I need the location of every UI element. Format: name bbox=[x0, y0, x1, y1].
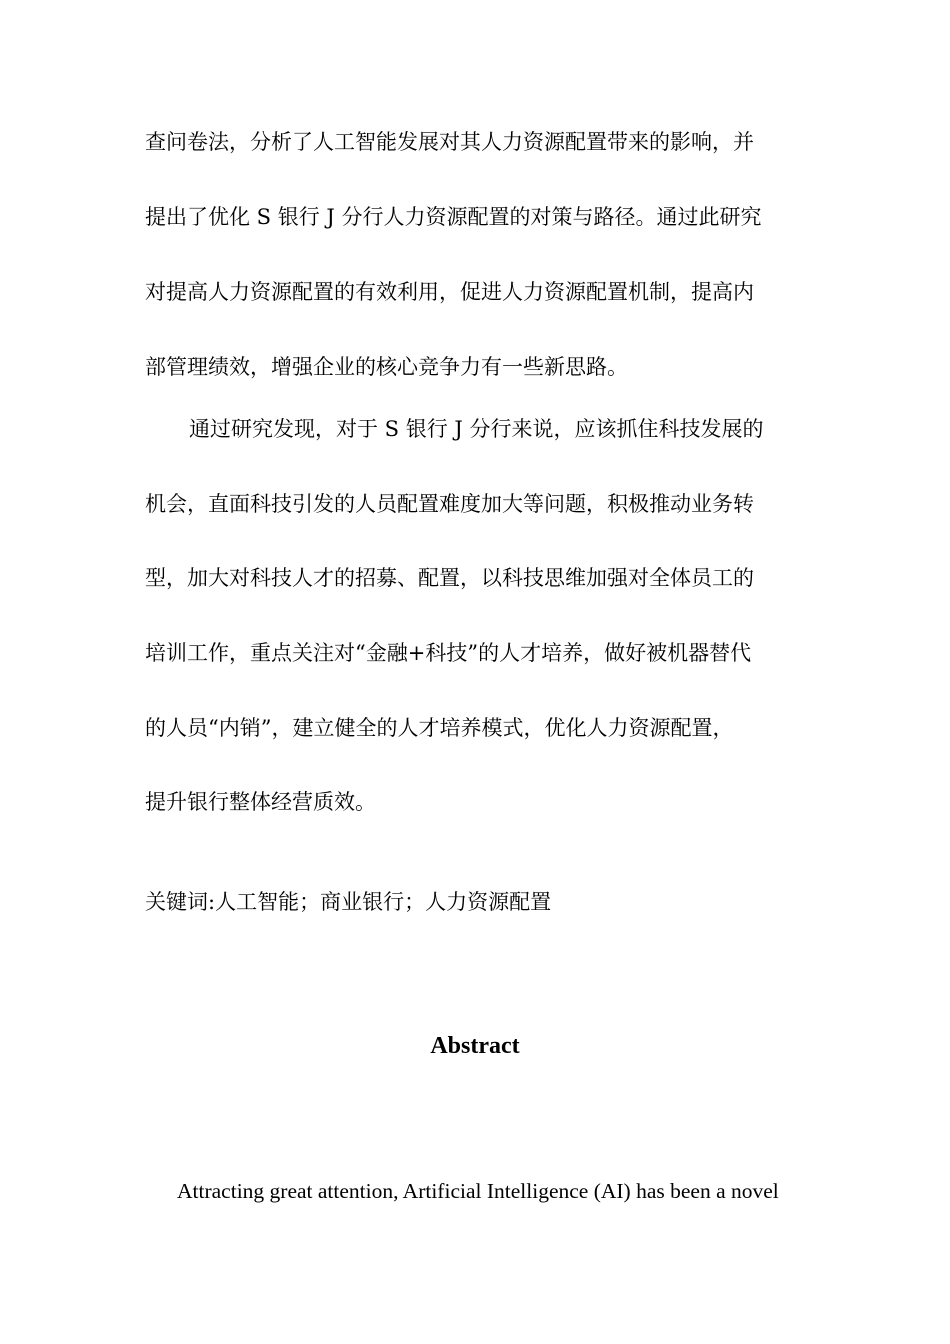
keywords-separator: : bbox=[208, 890, 216, 914]
paragraph-line: 提升银行整体经营质效。 bbox=[145, 790, 376, 814]
keywords-label: 关键词 bbox=[145, 890, 208, 914]
paragraph-line: 的人员“内销”，建立健全的人才培养模式，优化人力资源配置， bbox=[145, 716, 734, 740]
paragraph-line: 对提高人力资源配置的有效利用，促进人力资源配置机制，提高内 bbox=[145, 280, 754, 304]
paragraph-line: 机会，直面科技引发的人员配置难度加大等问题，积极推动业务转 bbox=[145, 492, 754, 516]
paragraph-line: 查问卷法，分析了人工智能发展对其人力资源配置带来的影响，并 bbox=[145, 130, 754, 154]
paragraph-line: 部管理绩效，增强企业的核心竞争力有一些新思路。 bbox=[145, 355, 628, 379]
paragraph-line: 提出了优化 S 银行 J 分行人力资源配置的对策与路径。通过此研究 bbox=[145, 205, 762, 229]
keywords-line bbox=[145, 888, 551, 916]
abstract-heading: Abstract bbox=[430, 1033, 520, 1059]
paragraph-line: 培训工作，重点关注对“金融+科技”的人才培养，做好被机器替代 bbox=[145, 641, 752, 665]
paragraph-line: 型，加大对科技人才的招募、配置，以科技思维加强对全体员工的 bbox=[145, 566, 754, 590]
keywords-value: 人工智能；商业银行；人力资源配置 bbox=[215, 890, 552, 914]
paragraph-line: 通过研究发现，对于 S 银行 J 分行来说，应该抓住科技发展的 bbox=[189, 417, 764, 441]
abstract-first-line: Attracting great attention, Artificial Intelligence (AI) has been a novel bbox=[177, 1179, 779, 1203]
